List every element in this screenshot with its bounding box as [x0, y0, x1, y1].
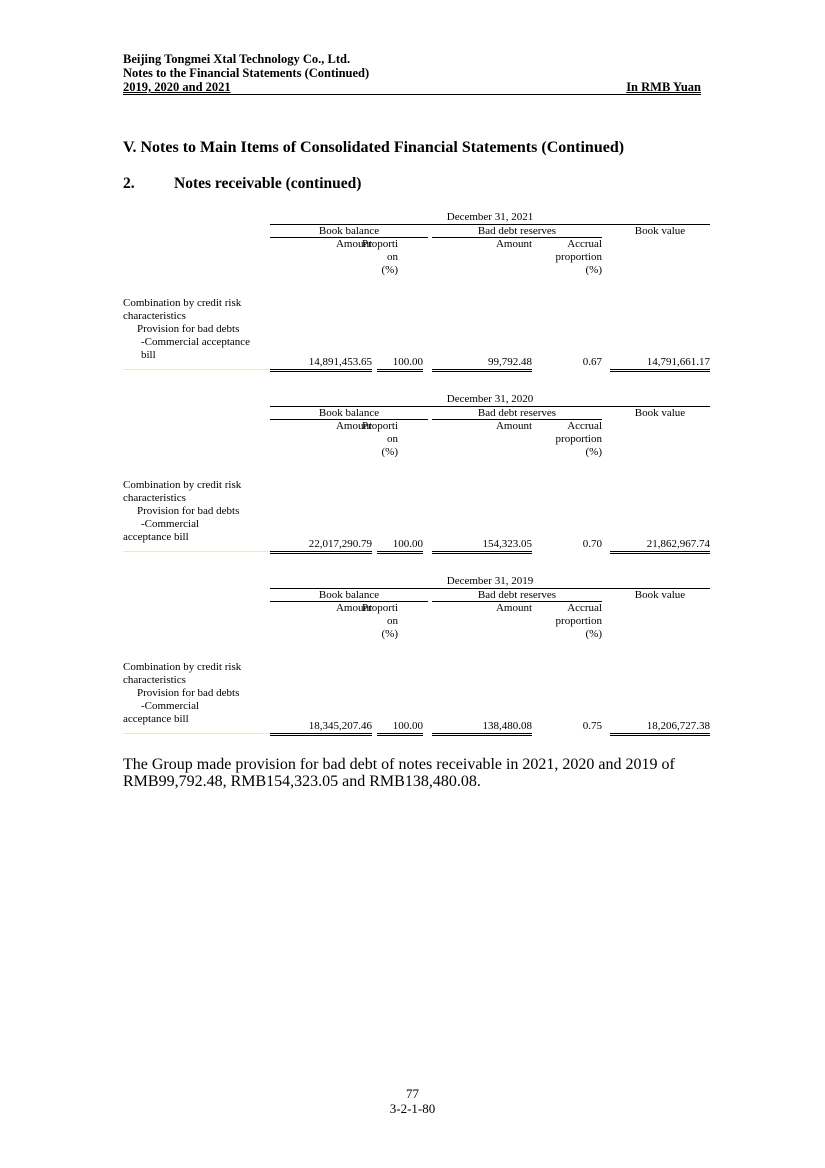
book-balance-proportion: 100.00 [377, 538, 423, 554]
book-balance-amount: 22,017,290.79 [270, 538, 372, 554]
amount-header: Amount [495, 420, 532, 432]
subsection-text: Notes receivable (continued) [174, 175, 362, 192]
row-label-line: characteristics [123, 310, 186, 322]
period-label: December 31, 2021 [270, 211, 710, 225]
row-label [123, 661, 270, 726]
bad-debt-header: Bad debt reserves [432, 589, 602, 602]
header-rule-row [123, 80, 701, 95]
book-balance-header: Book balance [270, 589, 428, 602]
row-label-line: Provision for bad debts [137, 323, 240, 335]
proportion-header-line: on [387, 615, 398, 627]
bad-debt-amount: 154,323.05 [432, 538, 532, 554]
amount-header: Amount [495, 602, 532, 614]
row-label-line: characteristics [123, 674, 186, 686]
accrual-header-line: Accrual [567, 238, 602, 250]
row-label-line: acceptance bill [123, 531, 189, 543]
proportion-header-line: (%) [381, 628, 398, 640]
company-name: Beijing Tongmei Xtal Technology Co., Ltd. [123, 52, 351, 66]
proportion-header-line: on [387, 433, 398, 445]
page-number: 77 [406, 1086, 419, 1101]
section-title: V. Notes to Main Items of Consolidated Financial Statements (Continued) [123, 139, 625, 156]
period-label: December 31, 2020 [270, 393, 710, 407]
proportion-header [348, 602, 398, 641]
header-years: 2019, 2020 and 2021 [123, 80, 231, 94]
accrual-proportion-header [542, 602, 602, 641]
book-value-header: Book value [634, 589, 686, 601]
proportion-header-line: on [387, 251, 398, 263]
bad-debt-amount: 138,480.08 [432, 720, 532, 736]
amount-header: Amount [335, 238, 372, 250]
period-label: December 31, 2019 [270, 575, 710, 589]
row-divider [123, 369, 270, 370]
book-balance-proportion: 100.00 [377, 720, 423, 736]
proportion-header-line: (%) [381, 446, 398, 458]
row-label-line: Combination by credit risk [123, 479, 242, 491]
row-divider [123, 551, 270, 552]
subsection-number: 2. [123, 175, 135, 192]
proportion-header-line: Proporti [361, 602, 398, 614]
row-label [123, 297, 270, 362]
proportion-header [348, 238, 398, 277]
row-label-line: Combination by credit risk [123, 297, 242, 309]
accrual-header-line: proportion [555, 615, 602, 627]
amount-header: Amount [495, 238, 532, 250]
proportion-header [348, 420, 398, 459]
accrual-header-line: Accrual [567, 420, 602, 432]
proportion-header-line: Proporti [361, 238, 398, 250]
amount-header: Amount [335, 420, 372, 432]
row-label [123, 479, 270, 544]
row-label-line: -Commercial [141, 700, 200, 712]
accrual-header-line: Accrual [567, 602, 602, 614]
row-label-line: -Commercial acceptance [141, 336, 251, 348]
notes-table-2019 [123, 575, 710, 745]
bad-debt-header: Bad debt reserves [432, 407, 602, 420]
bad-debt-amount: 99,792.48 [432, 356, 532, 372]
row-label-line: -Commercial [141, 518, 200, 530]
accrual-header-line: (%) [585, 264, 602, 276]
accrual-proportion-header [542, 420, 602, 459]
header-currency: In RMB Yuan [626, 80, 701, 94]
book-value: 21,862,967.74 [610, 538, 710, 554]
page-footer [0, 1086, 825, 1116]
book-value-header: Book value [634, 225, 686, 237]
accrual-header-line: (%) [585, 446, 602, 458]
row-label-line: Provision for bad debts [137, 505, 240, 517]
notes-table-2020 [123, 393, 710, 563]
accrual-proportion-header [542, 238, 602, 277]
book-balance-amount: 14,891,453.65 [270, 356, 372, 372]
book-value: 14,791,661.17 [610, 356, 710, 372]
amount-header: Amount [335, 602, 372, 614]
book-balance-header: Book balance [270, 407, 428, 420]
book-value-header: Book value [634, 407, 686, 419]
row-label-line: Provision for bad debts [137, 687, 240, 699]
proportion-header-line: Proporti [361, 420, 398, 432]
row-label-line: bill [141, 349, 156, 361]
row-divider [123, 733, 270, 734]
row-label-line: characteristics [123, 492, 186, 504]
accrual-proportion: 0.67 [582, 356, 602, 368]
book-balance-amount: 18,345,207.46 [270, 720, 372, 736]
book-balance-header: Book balance [270, 225, 428, 238]
row-label-line: acceptance bill [123, 713, 189, 725]
accrual-header-line: proportion [555, 433, 602, 445]
subsection-title [123, 175, 361, 193]
accrual-header-line: proportion [555, 251, 602, 263]
book-value: 18,206,727.38 [610, 720, 710, 736]
document-reference: 3-2-1-80 [389, 1101, 436, 1116]
notes-table-2021 [123, 211, 710, 381]
proportion-header-line: (%) [381, 264, 398, 276]
row-label-line: Combination by credit risk [123, 661, 242, 673]
bad-debt-header: Bad debt reserves [432, 225, 602, 238]
page-header [123, 52, 701, 95]
accrual-header-line: (%) [585, 628, 602, 640]
summary-paragraph: The Group made provision for bad debt of notes receivable in 2021, 2020 and 2019 of RMB99,792.48, RMB154,323.05 and RMB138,480.08. [123, 756, 675, 790]
accrual-proportion: 0.75 [582, 720, 602, 732]
notes-title: Notes to the Financial Statements (Continued) [123, 66, 370, 80]
book-balance-proportion: 100.00 [377, 356, 423, 372]
accrual-proportion: 0.70 [582, 538, 602, 550]
